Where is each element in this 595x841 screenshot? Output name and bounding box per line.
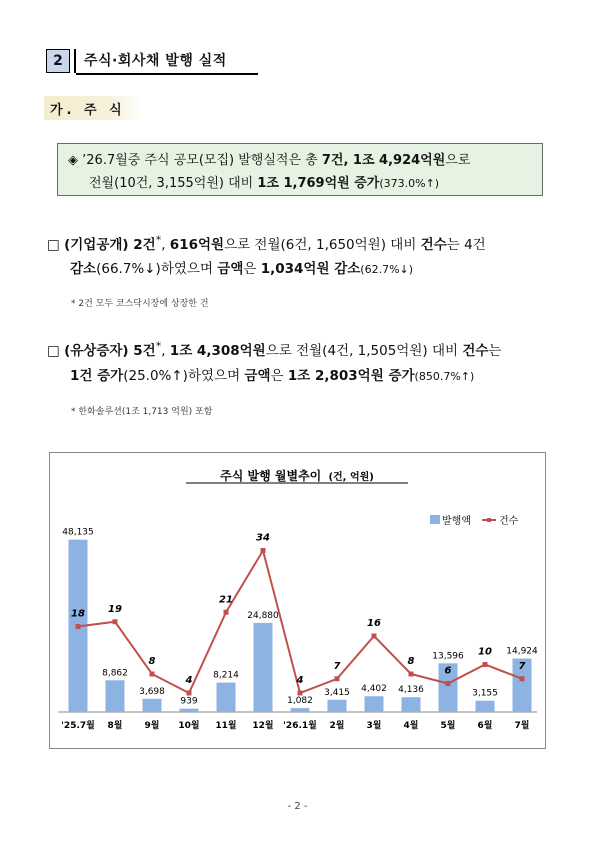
ipo-text: 으로 전월(6건, 1,650억원) 대비 bbox=[224, 237, 421, 253]
section-title: 주식·회사채 발행 실적 bbox=[84, 53, 227, 69]
summary-text: 으로 bbox=[445, 153, 471, 168]
bar-1 bbox=[106, 680, 125, 712]
x-tick-label: '26.1월 bbox=[283, 721, 317, 731]
count-point-8 bbox=[372, 634, 377, 639]
bar-value-label: 14,924 bbox=[506, 646, 538, 657]
bar-11 bbox=[476, 701, 495, 712]
x-tick-label: 8월 bbox=[107, 721, 123, 731]
bar-7 bbox=[328, 700, 347, 712]
bar-value-label: 8,214 bbox=[213, 670, 239, 681]
count-value-label: 18 bbox=[71, 608, 85, 620]
ipo-count-label: 건수 bbox=[420, 237, 447, 253]
rights-text: , bbox=[161, 343, 170, 359]
summary-text: 전월(10건, 3,155억원) 대비 bbox=[89, 176, 258, 191]
x-tick-label: 2월 bbox=[329, 721, 345, 731]
count-point-3 bbox=[187, 691, 192, 696]
count-point-5 bbox=[261, 548, 266, 553]
summary-highlight: 1조 1,769억원 증가 bbox=[257, 176, 380, 191]
count-point-7 bbox=[335, 676, 340, 681]
count-point-6 bbox=[298, 691, 303, 696]
x-tick-label: 5월 bbox=[440, 721, 456, 731]
count-point-0 bbox=[76, 624, 81, 629]
rights-text: 은 bbox=[270, 368, 288, 384]
bar-value-label: 8,862 bbox=[102, 668, 128, 679]
x-tick-label: 12월 bbox=[252, 721, 274, 731]
rights-line-2 bbox=[70, 364, 474, 384]
x-tick-label: 11월 bbox=[215, 721, 237, 731]
summary-text: ’26.7월중 주식 공모(모집) 발행실적은 총 bbox=[82, 153, 322, 168]
legend-bar-swatch bbox=[430, 515, 440, 524]
summary-highlight: 7건, 1조 4,924억원 bbox=[321, 153, 446, 168]
diamond-bullet-icon: ◈ bbox=[68, 153, 78, 168]
ipo-amount-change: 1,034억원 감소 bbox=[260, 261, 361, 277]
x-axis-labels bbox=[61, 719, 530, 731]
section-underline bbox=[76, 73, 258, 75]
ipo-footnote: * 2건 모두 코스닥시장에 상장한 건 bbox=[71, 299, 209, 309]
bar-value-label: 13,596 bbox=[432, 651, 464, 662]
count-value-label: 6 bbox=[444, 665, 452, 677]
rights-percent: (850.7%↑) bbox=[414, 370, 475, 383]
count-value-label: 7 bbox=[333, 660, 341, 672]
count-value-label: 4 bbox=[185, 675, 193, 686]
ipo-line-2 bbox=[70, 257, 413, 277]
x-tick-label: 9월 bbox=[144, 721, 160, 731]
bar-2 bbox=[143, 699, 162, 712]
bar-value-label: 3,415 bbox=[324, 687, 350, 698]
count-point-11 bbox=[483, 662, 488, 667]
x-tick-label: 4월 bbox=[403, 721, 419, 731]
count-value-label: 8 bbox=[148, 656, 156, 667]
section-number: 2 bbox=[46, 49, 70, 73]
summary-line-2 bbox=[89, 172, 439, 191]
ipo-percent: (62.7%↓) bbox=[360, 263, 414, 276]
rights-text: (25.0%↑)하였으며 bbox=[123, 368, 245, 384]
bar-9 bbox=[402, 697, 421, 712]
count-point-12 bbox=[520, 676, 525, 681]
rights-text: 는 bbox=[488, 343, 502, 359]
count-value-label: 7 bbox=[518, 660, 526, 672]
rights-amount-change: 1조 2,803억원 증가 bbox=[287, 368, 415, 384]
rights-count-change: 1건 증가 bbox=[70, 368, 124, 384]
rights-amount-label: 금액 bbox=[244, 368, 271, 384]
legend-line-marker bbox=[487, 518, 491, 522]
count-value-label: 19 bbox=[108, 603, 122, 615]
count-point-1 bbox=[113, 619, 118, 624]
ipo-count-change: 감소 bbox=[70, 261, 97, 277]
footnote-marker: * bbox=[155, 339, 162, 353]
rights-text: 으로 전월(4건, 1,505억원) 대비 bbox=[265, 343, 463, 359]
count-point-10 bbox=[446, 681, 451, 686]
chart-title bbox=[220, 468, 374, 483]
ipo-text: , bbox=[161, 237, 170, 253]
page-number: - 2 - bbox=[287, 801, 308, 812]
summary-line-1 bbox=[68, 149, 470, 168]
bar-3 bbox=[180, 709, 199, 712]
count-point-2 bbox=[150, 672, 155, 677]
bar-value-label: 24,880 bbox=[247, 610, 279, 621]
x-tick-label: 3월 bbox=[366, 721, 382, 731]
bar-4 bbox=[217, 683, 236, 712]
rights-line-1 bbox=[47, 339, 501, 359]
count-value-label: 10 bbox=[478, 646, 492, 658]
count-value-label: 8 bbox=[407, 656, 415, 667]
checkbox-bullet-icon: □ bbox=[47, 343, 60, 359]
legend-line-label: 건수 bbox=[499, 516, 519, 527]
chart-legend bbox=[430, 514, 519, 527]
bar-8 bbox=[365, 696, 384, 712]
x-tick-label: 7월 bbox=[514, 721, 530, 731]
bar-value-label: 1,082 bbox=[287, 696, 313, 707]
rights-footnote: * 한화솔루션(1조 1,713 억원) 포함 bbox=[71, 407, 213, 417]
bar-value-label: 4,402 bbox=[361, 684, 387, 695]
ipo-text: (66.7%↓)하였으며 bbox=[96, 261, 218, 277]
checkbox-bullet-icon: □ bbox=[47, 237, 60, 253]
summary-percent: (373.0%↑) bbox=[379, 177, 440, 190]
x-tick-label: 6월 bbox=[477, 721, 493, 731]
bar-value-label: 3,698 bbox=[139, 686, 165, 697]
bar-value-label: 3,155 bbox=[472, 688, 498, 699]
ipo-label: (기업공개) 2건 bbox=[64, 237, 156, 253]
rights-label: (유상증자) 5건 bbox=[64, 343, 156, 359]
count-value-label: 34 bbox=[256, 532, 270, 544]
chart-title-main: 주식 발행 월별추이 bbox=[220, 469, 322, 483]
ipo-text: 는 4건 bbox=[446, 237, 486, 253]
bar-value-label: 4,136 bbox=[398, 685, 424, 696]
rights-amount: 1조 4,308억원 bbox=[169, 343, 266, 359]
count-value-label: 21 bbox=[219, 594, 233, 606]
bar-value-label: 48,135 bbox=[62, 527, 94, 538]
subsection-title: 가. 주 식 bbox=[50, 103, 126, 118]
footnote-marker: * bbox=[155, 233, 162, 247]
chart-frame bbox=[49, 452, 546, 749]
ipo-text: 은 bbox=[243, 261, 261, 277]
section-divider bbox=[74, 49, 76, 73]
rights-count-label: 건수 bbox=[462, 343, 489, 359]
count-point-4 bbox=[224, 610, 229, 615]
legend-bar-label: 발행액 bbox=[442, 516, 471, 527]
count-value-label: 16 bbox=[367, 618, 381, 629]
bar-6 bbox=[291, 708, 310, 712]
bar-value-label: 939 bbox=[180, 696, 198, 707]
x-tick-label: 10월 bbox=[178, 721, 200, 731]
count-value-label: 4 bbox=[296, 675, 304, 686]
ipo-amount-label: 금액 bbox=[217, 261, 244, 277]
monthly-issuance-chart bbox=[50, 453, 545, 748]
chart-unit-note: (건, 억원) bbox=[328, 472, 374, 483]
ipo-line-1 bbox=[47, 233, 486, 253]
ipo-amount: 616억원 bbox=[169, 237, 225, 253]
count-point-9 bbox=[409, 672, 414, 677]
x-tick-label: '25.7월 bbox=[61, 721, 95, 731]
bar-5 bbox=[254, 623, 273, 712]
